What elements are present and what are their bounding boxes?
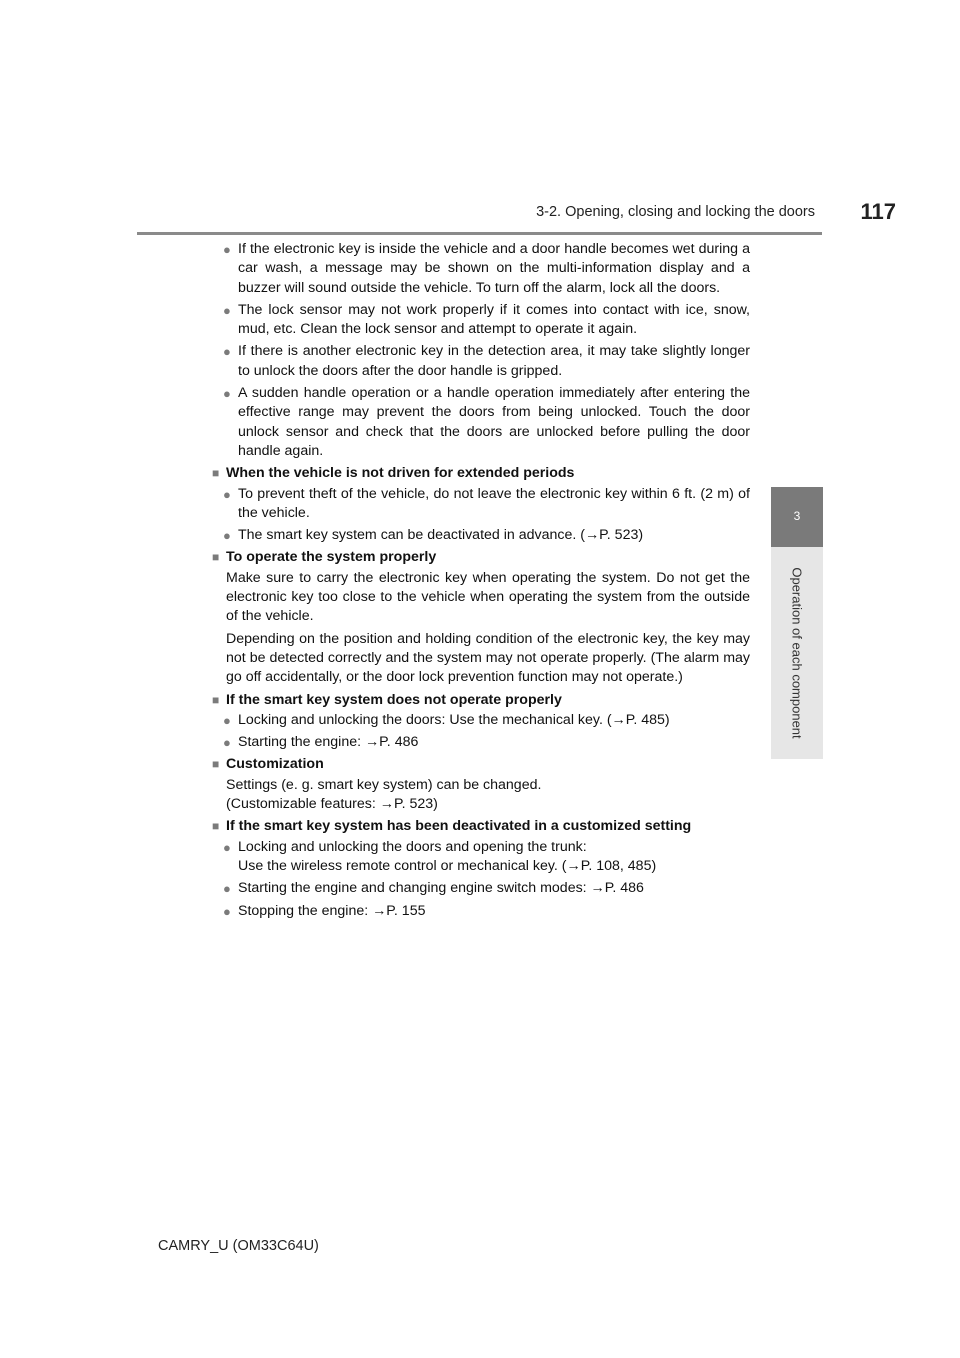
- section-heading: [212, 464, 750, 483]
- heading-text: If the smart key system has been deactivated in a customized setting: [226, 818, 692, 835]
- section-heading: [212, 755, 750, 774]
- bullet-icon: ●: [223, 735, 231, 751]
- heading-text: If the smart key system does not operate properly: [226, 691, 562, 708]
- bullet-text: If there is another electronic key in the detection area, it may take slightly longer to unlock the doors after the door handle is gripped.: [238, 343, 750, 379]
- chapter-number: 3: [793, 509, 801, 523]
- bullet-text: The lock sensor may not work properly if it comes into contact with ice, snow, mud, etc. Clean the lock sensor and attempt to operate it again.: [238, 301, 750, 338]
- bullet-icon: ●: [223, 712, 231, 728]
- bullet-item: [212, 384, 750, 461]
- bullet-icon: ●: [223, 839, 231, 855]
- bullet-item: [212, 711, 750, 730]
- bullet-item: [212, 838, 750, 877]
- body-content: [212, 240, 750, 924]
- bullet-icon: ●: [223, 302, 231, 318]
- square-icon: ■: [212, 550, 220, 565]
- page-header: [137, 0, 822, 234]
- bullet-item: [212, 526, 750, 545]
- heading-text: Customization: [226, 756, 324, 773]
- paragraph: [212, 776, 750, 815]
- square-icon: ■: [212, 819, 220, 834]
- bullet-item: [212, 240, 750, 298]
- heading-text: When the vehicle is not driven for extended periods: [226, 465, 575, 482]
- bullet-icon: ●: [223, 881, 231, 897]
- paragraph-text: Depending on the position and holding condition of the electronic key, the key may not be detected correctly and the system may not operate properly. (The alarm may go off accidentally, or the door lock prevention function may not operate.): [226, 630, 750, 686]
- paragraph-text: Settings (e. g. smart key system) can be changed. (Customizable features: →P. 523): [226, 776, 542, 813]
- chapter-tab: [771, 487, 823, 547]
- section-heading: [212, 691, 750, 710]
- bullet-text: If the electronic key is inside the vehicle and a door handle becomes wet during a car wash, a message may be shown on the multi-information display and a buzzer will sound outside the vehicle. To turn off the alarm, lock all the doors.: [238, 241, 750, 296]
- paragraph-text: Make sure to carry the electronic key when operating the system. Do not get the electronic key too close to the vehicle when operating the system from the outside of the vehicle.: [226, 569, 750, 625]
- square-icon: ■: [212, 692, 220, 707]
- bullet-item: [212, 485, 750, 524]
- bullet-text: To prevent theft of the vehicle, do not leave the electronic key within 6 ft. (2 m) of the vehicle.: [238, 485, 750, 521]
- bullet-text: Starting the engine and changing engine switch modes: →P. 486: [238, 880, 644, 897]
- bullet-text: A sudden handle operation or a handle operation immediately after entering the effective range may prevent the doors from being unlocked. Touch the door unlock sensor and check that the doors are unlocked before pulling the door handle again.: [238, 385, 750, 459]
- square-icon: ■: [212, 466, 220, 481]
- bullet-text: Stopping the engine: →P. 155: [238, 902, 426, 919]
- bullet-item: [212, 342, 750, 381]
- bullet-item: [212, 733, 750, 752]
- section-heading: [212, 548, 750, 567]
- bullet-text: Locking and unlocking the doors and opening the trunk: Use the wireless remote control or mechanical key. (→P. 108, 485): [238, 838, 657, 874]
- section-heading: [212, 817, 750, 836]
- heading-text: To operate the system properly: [226, 549, 437, 566]
- bullet-text: Starting the engine: →P. 486: [238, 734, 419, 751]
- bullet-icon: ●: [223, 486, 231, 502]
- paragraph: [212, 630, 750, 688]
- bullet-icon: ●: [223, 242, 231, 257]
- section-title: 3-2. Opening, closing and locking the doors: [536, 204, 815, 220]
- chapter-title: Operation of each component: [789, 567, 805, 739]
- bullet-icon: ●: [223, 903, 231, 919]
- footer-model: CAMRY_U (OM33C64U): [158, 1238, 319, 1254]
- bullet-text: Locking and unlocking the doors: Use the mechanical key. (→P. 485): [238, 711, 670, 728]
- bullet-item: [212, 301, 750, 340]
- bullet-item: [212, 902, 750, 921]
- bullet-text: The smart key system can be deactivated in advance. (→P. 523): [238, 527, 644, 544]
- bullet-icon: ●: [223, 344, 231, 360]
- square-icon: ■: [212, 757, 220, 772]
- bullet-icon: ●: [223, 528, 231, 544]
- chapter-label: [771, 547, 823, 759]
- header-rule: [137, 232, 822, 235]
- page-number: 117: [860, 199, 896, 224]
- paragraph: [212, 569, 750, 627]
- bullet-item: [212, 879, 750, 898]
- bullet-icon: ●: [223, 386, 231, 402]
